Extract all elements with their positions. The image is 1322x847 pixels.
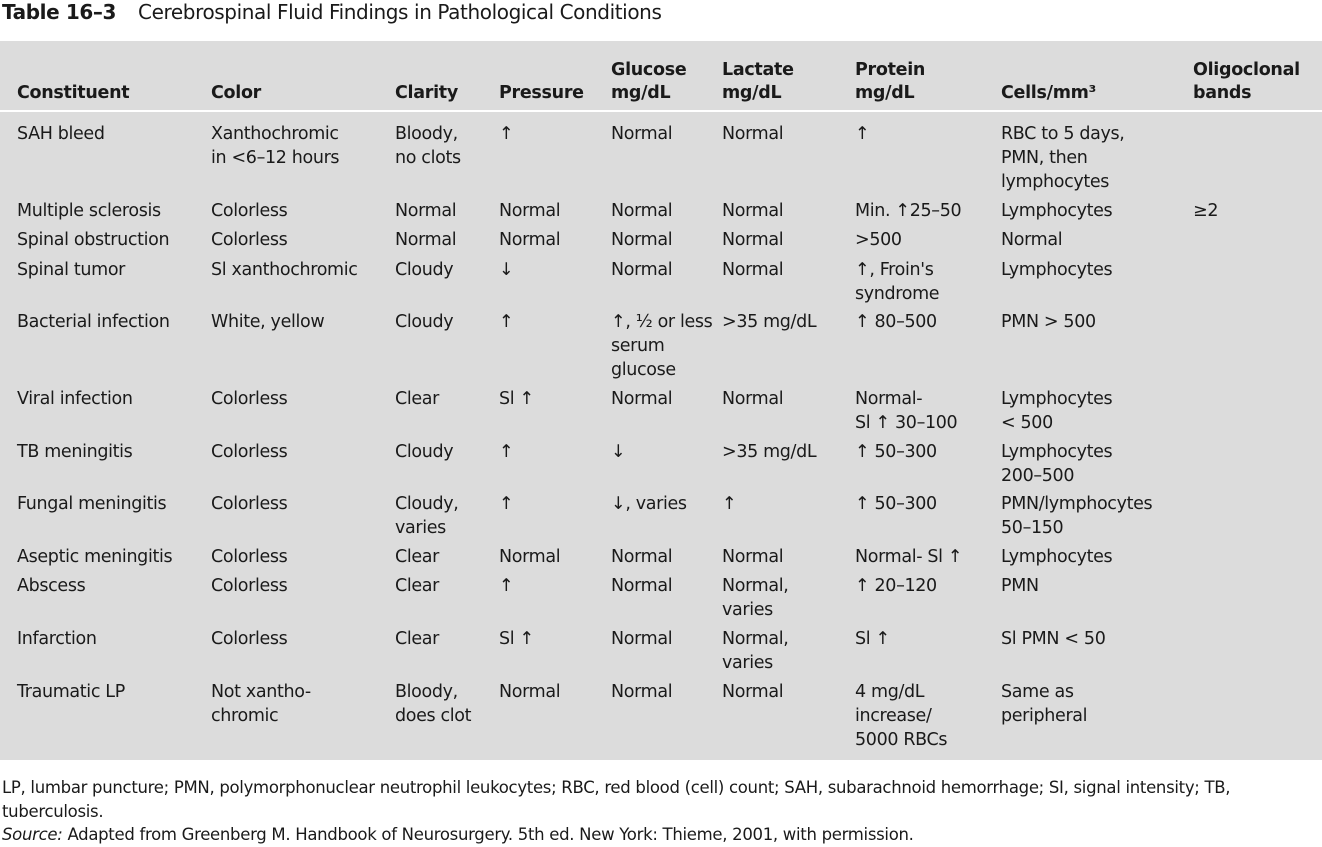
- cell-lactate: Normal: [722, 230, 784, 250]
- cell-color: Colorless: [211, 576, 288, 596]
- cell-color: Colorless: [211, 629, 288, 649]
- cell-color: White, yellow: [211, 312, 325, 332]
- header-protein: mg/dL: [855, 83, 915, 103]
- table-number: Table 16–3: [2, 0, 117, 24]
- header-pressure: Pressure: [499, 83, 584, 103]
- cell-constituent: Multiple sclerosis: [17, 201, 161, 221]
- cell-protein: >500: [855, 230, 902, 250]
- cell-lactate: Normal: [722, 389, 784, 409]
- header-lactate: mg/dL: [722, 83, 782, 103]
- header-divider: [0, 110, 1322, 112]
- cell-glucose: ↓, varies: [611, 494, 687, 514]
- cell-constituent: Viral infection: [17, 389, 133, 409]
- cell-constituent: Fungal meningitis: [17, 494, 167, 514]
- header-cells: Cells/mm³: [1001, 83, 1096, 103]
- cell-constituent: TB meningitis: [17, 442, 133, 462]
- table-footnotes: [2, 776, 1322, 847]
- cell-protein: ↑ 50–300: [855, 442, 937, 462]
- header-glucose: mg/dL: [611, 83, 671, 103]
- cell-glucose: glucose: [611, 360, 676, 380]
- header-protein: Protein: [855, 60, 926, 80]
- cell-cells: < 500: [1001, 413, 1053, 433]
- cell-clarity: does clot: [395, 706, 472, 726]
- cell-glucose: Normal: [611, 260, 673, 280]
- cell-cells: PMN, then: [1001, 148, 1088, 168]
- cell-clarity: Cloudy: [395, 312, 454, 332]
- cell-glucose: Normal: [611, 682, 673, 702]
- cell-lactate: >35 mg/dL: [722, 312, 817, 332]
- cell-clarity: Clear: [395, 389, 440, 409]
- cell-constituent: Spinal obstruction: [17, 230, 170, 250]
- cell-pressure: ↑: [499, 312, 514, 332]
- cell-cells: Lymphocytes: [1001, 201, 1113, 221]
- cell-constituent: Traumatic LP: [17, 682, 125, 702]
- header-constituent: Constituent: [17, 83, 130, 103]
- cell-protein: ↑ 50–300: [855, 494, 937, 514]
- cell-color: Colorless: [211, 494, 288, 514]
- cell-pressure: ↓: [499, 260, 514, 280]
- cell-clarity: Cloudy: [395, 442, 454, 462]
- cell-cells: lymphocytes: [1001, 172, 1110, 192]
- cell-lactate: Normal: [722, 682, 784, 702]
- cell-protein: Sl ↑ 30–100: [855, 413, 958, 433]
- cell-pressure: ↑: [499, 442, 514, 462]
- cell-glucose: Normal: [611, 576, 673, 596]
- cell-cells: PMN: [1001, 576, 1039, 596]
- cell-protein: Normal- Sl ↑: [855, 547, 963, 567]
- cell-protein: ↑, Froin's: [855, 260, 934, 280]
- cell-constituent: SAH bleed: [17, 124, 105, 144]
- cell-lactate: Normal: [722, 124, 784, 144]
- cell-protein: Min. ↑25–50: [855, 201, 962, 221]
- header-glucose: Glucose: [611, 60, 687, 80]
- cell-glucose: Normal: [611, 124, 673, 144]
- cell-lactate: Normal,: [722, 576, 789, 596]
- cell-color: Colorless: [211, 389, 288, 409]
- cell-pressure: Sl ↑: [499, 389, 534, 409]
- cell-lactate: varies: [722, 653, 773, 673]
- cell-lactate: varies: [722, 600, 773, 620]
- cell-cells: Lymphocytes: [1001, 442, 1113, 462]
- cell-clarity: Normal: [395, 230, 457, 250]
- header-clarity: Clarity: [395, 83, 458, 103]
- cell-color: Colorless: [211, 230, 288, 250]
- cell-cells: 200–500: [1001, 466, 1075, 486]
- cell-glucose: serum: [611, 336, 665, 356]
- cell-cells: RBC to 5 days,: [1001, 124, 1125, 144]
- cell-lactate: Normal: [722, 547, 784, 567]
- cell-glucose: ↓: [611, 442, 626, 462]
- header-color: Color: [211, 83, 262, 103]
- cell-color: Xanthochromic: [211, 124, 339, 144]
- cell-cells: Same as: [1001, 682, 1074, 702]
- cell-clarity: Cloudy,: [395, 494, 459, 514]
- cell-protein: Normal-: [855, 389, 923, 409]
- header-lactate: Lactate: [722, 60, 794, 80]
- cell-constituent: Aseptic meningitis: [17, 547, 173, 567]
- cell-cells: PMN > 500: [1001, 312, 1096, 332]
- cell-clarity: Clear: [395, 629, 440, 649]
- cell-protein: ↑ 20–120: [855, 576, 937, 596]
- cell-clarity: Clear: [395, 547, 440, 567]
- cell-protein: syndrome: [855, 284, 940, 304]
- cell-cells: Lymphocytes: [1001, 260, 1113, 280]
- source-label: Source:: [2, 825, 63, 844]
- cell-glucose: Normal: [611, 201, 673, 221]
- cell-protein: ↑ 80–500: [855, 312, 937, 332]
- cell-glucose: Normal: [611, 547, 673, 567]
- cell-glucose: Normal: [611, 389, 673, 409]
- cell-glucose: Normal: [611, 230, 673, 250]
- cell-cells: Normal: [1001, 230, 1063, 250]
- cell-pressure: ↑: [499, 494, 514, 514]
- cell-color: Colorless: [211, 201, 288, 221]
- cell-protein: Sl ↑: [855, 629, 890, 649]
- cell-clarity: Bloody,: [395, 682, 458, 702]
- cell-constituent: Infarction: [17, 629, 97, 649]
- cell-color: Colorless: [211, 442, 288, 462]
- cell-constituent: Abscess: [17, 576, 86, 596]
- source-note: [2, 823, 1322, 847]
- cell-cells: 50–150: [1001, 518, 1064, 538]
- cell-cells: Sl PMN < 50: [1001, 629, 1106, 649]
- cell-pressure: Normal: [499, 230, 561, 250]
- cell-cells: peripheral: [1001, 706, 1088, 726]
- cell-lactate: Normal: [722, 260, 784, 280]
- cell-pressure: Sl ↑: [499, 629, 534, 649]
- cell-clarity: Bloody,: [395, 124, 458, 144]
- header-oligoclonal-bands: bands: [1193, 83, 1252, 103]
- abbreviations-note: LP, lumbar puncture; PMN, polymorphonuclear neutrophil leukocytes; RBC, red blood (cell) count; SAH, subarachnoid hemorrhage; SI, signal intensity; TB, tuberculosis.: [2, 778, 1231, 821]
- cell-clarity: varies: [395, 518, 446, 538]
- cell-color: Sl xanthochromic: [211, 260, 358, 280]
- cell-protein: increase/: [855, 706, 932, 726]
- cell-lactate: ↑: [722, 494, 737, 514]
- cell-pressure: Normal: [499, 682, 561, 702]
- cell-clarity: Cloudy: [395, 260, 454, 280]
- cell-constituent: Bacterial infection: [17, 312, 170, 332]
- cell-pressure: ↑: [499, 576, 514, 596]
- cell-clarity: Clear: [395, 576, 440, 596]
- cell-glucose: Normal: [611, 629, 673, 649]
- cell-lactate: >35 mg/dL: [722, 442, 817, 462]
- cell-protein: 5000 RBCs: [855, 730, 948, 750]
- table-title: Cerebrospinal Fluid Findings in Pathological Conditions: [138, 0, 662, 24]
- cell-protein: ↑: [855, 124, 870, 144]
- cell-pressure: Normal: [499, 201, 561, 221]
- cell-color: Not xantho-: [211, 682, 311, 702]
- table-caption: [2, 0, 661, 28]
- cell-color: chromic: [211, 706, 279, 726]
- cell-clarity: no clots: [395, 148, 461, 168]
- header-oligoclonal-bands: Oligoclonal: [1193, 60, 1300, 80]
- cell-cells: Lymphocytes: [1001, 547, 1113, 567]
- cell-oligoclonal-bands: ≥2: [1193, 201, 1219, 221]
- cell-color: in <6–12 hours: [211, 148, 340, 168]
- cell-cells: Lymphocytes: [1001, 389, 1113, 409]
- cell-color: Colorless: [211, 547, 288, 567]
- source-text: Adapted from Greenberg M. Handbook of Neurosurgery. 5th ed. New York: Thieme, 2001, with permission.: [62, 825, 914, 844]
- cell-lactate: Normal,: [722, 629, 789, 649]
- cell-lactate: Normal: [722, 201, 784, 221]
- cell-protein: 4 mg/dL: [855, 682, 925, 702]
- cell-constituent: Spinal tumor: [17, 260, 126, 280]
- cell-pressure: ↑: [499, 124, 514, 144]
- cell-clarity: Normal: [395, 201, 457, 221]
- cell-pressure: Normal: [499, 547, 561, 567]
- cell-glucose: ↑, ½ or less: [611, 312, 713, 332]
- cell-cells: PMN/lymphocytes: [1001, 494, 1153, 514]
